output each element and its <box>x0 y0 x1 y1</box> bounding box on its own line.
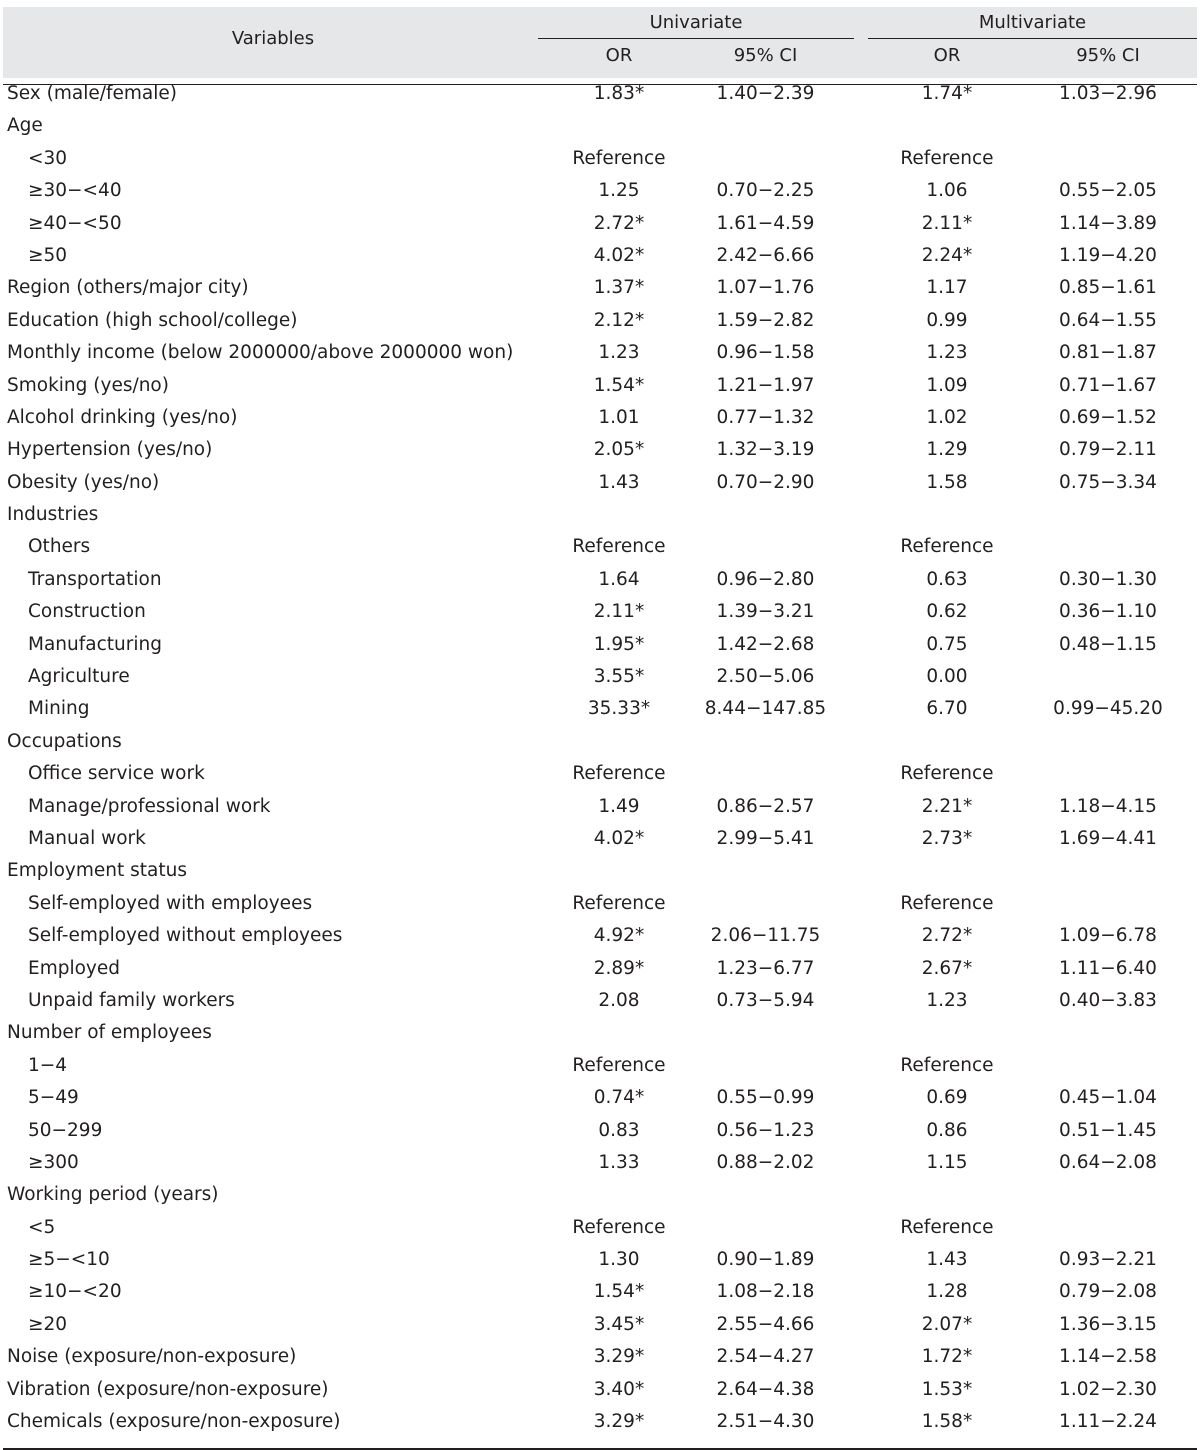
variable-label: Obesity (yes/no) <box>7 471 160 493</box>
multivariate-ci: 1.18−4.15 <box>1059 795 1157 817</box>
variable-label: Manual work <box>28 827 146 849</box>
variable-label: Education (high school/college) <box>7 309 298 331</box>
univariate-ci: 0.88−2.02 <box>716 1151 815 1173</box>
univariate-or: 2.08 <box>598 989 640 1011</box>
multivariate-or: 1.23 <box>926 342 968 364</box>
table-row <box>3 1406 1197 1438</box>
multivariate-or: Reference <box>900 536 994 558</box>
multivariate-or: 1.43 <box>926 1249 968 1271</box>
variable-label: ≥30−<40 <box>28 180 122 202</box>
univariate-ci: 0.56−1.23 <box>716 1119 815 1141</box>
table-row <box>3 1179 1197 1211</box>
multivariate-ci: 1.09−6.78 <box>1059 925 1157 947</box>
univariate-ci: 8.44−147.85 <box>704 698 827 720</box>
header-multivariate: Multivariate <box>978 12 1087 33</box>
univariate-ci: 1.59−2.82 <box>716 309 815 331</box>
multivariate-ci: 0.48−1.15 <box>1059 633 1157 655</box>
multivariate-or: 1.15 <box>926 1151 968 1173</box>
univariate-or: 4.92* <box>593 925 645 947</box>
table-row <box>3 272 1197 304</box>
table-row <box>3 175 1197 207</box>
univariate-or: 2.72* <box>593 212 645 234</box>
multivariate-or: Reference <box>900 1216 994 1238</box>
table-row <box>3 1244 1197 1276</box>
variable-label: ≥50 <box>28 244 68 266</box>
table-row <box>3 1017 1197 1049</box>
table-row <box>3 1050 1197 1082</box>
multivariate-or: 2.72* <box>921 925 973 947</box>
variable-label: Chemicals (exposure/non-exposure) <box>7 1411 341 1433</box>
univariate-or: Reference <box>572 763 666 785</box>
header-multivariate-ci: 95% CI <box>1076 45 1140 66</box>
multivariate-or: 1.17 <box>926 277 968 299</box>
variable-label: Region (others/major city) <box>7 277 249 299</box>
univariate-or: 1.54* <box>593 1281 645 1303</box>
univariate-or: 3.40* <box>593 1378 645 1400</box>
table-row <box>3 758 1197 790</box>
table-row <box>3 661 1197 693</box>
univariate-or: 2.89* <box>593 957 645 979</box>
table-row <box>3 434 1197 466</box>
univariate-ci: 0.77−1.32 <box>716 406 815 428</box>
univariate-or: 1.54* <box>593 374 645 396</box>
multivariate-ci: 1.11−6.40 <box>1059 957 1157 979</box>
multivariate-ci: 0.85−1.61 <box>1059 277 1157 299</box>
univariate-ci: 2.42−6.66 <box>716 244 815 266</box>
multivariate-or: 0.63 <box>926 568 968 590</box>
variable-label: Monthly income (below 2000000/above 2000000 won) <box>7 342 514 364</box>
table-row <box>3 110 1197 142</box>
multivariate-or: 6.70 <box>926 698 968 720</box>
univariate-or: 3.29* <box>593 1411 645 1433</box>
table-row <box>3 402 1197 434</box>
odds-ratio-table <box>3 7 1197 1438</box>
table-row <box>3 1212 1197 1244</box>
multivariate-ci: 0.30−1.30 <box>1059 568 1157 590</box>
univariate-or: 3.55* <box>593 666 645 688</box>
multivariate-or: 1.28 <box>926 1281 968 1303</box>
univariate-ci: 0.96−2.80 <box>716 568 815 590</box>
multivariate-or: 1.06 <box>926 180 968 202</box>
univariate-ci: 0.55−0.99 <box>716 1087 815 1109</box>
table-body <box>3 78 1197 1438</box>
multivariate-ci: 0.64−1.55 <box>1059 309 1157 331</box>
multivariate-or: Reference <box>900 892 994 914</box>
table-row <box>3 1115 1197 1147</box>
multivariate-or: 0.99 <box>926 309 968 331</box>
univariate-ci: 1.21−1.97 <box>716 374 815 396</box>
table-row <box>3 791 1197 823</box>
multivariate-or: 0.00 <box>926 666 968 688</box>
variable-label: Working period (years) <box>7 1184 219 1206</box>
univariate-or: 2.12* <box>593 309 645 331</box>
multivariate-or: 2.24* <box>921 244 973 266</box>
multivariate-or: 0.75 <box>926 633 968 655</box>
multivariate-ci: 1.14−3.89 <box>1059 212 1157 234</box>
table-row <box>3 240 1197 272</box>
univariate-underline <box>538 38 854 39</box>
multivariate-or: 1.53* <box>921 1378 973 1400</box>
variable-label: Self-employed with employees <box>28 892 313 914</box>
multivariate-ci: 1.11−2.24 <box>1059 1411 1157 1433</box>
header-univariate-or: OR <box>605 45 633 66</box>
header-variables: Variables <box>231 28 315 49</box>
header-univariate: Univariate <box>649 12 743 33</box>
univariate-or: 1.01 <box>598 406 640 428</box>
table-row <box>3 208 1197 240</box>
univariate-ci: 1.39−3.21 <box>716 601 815 623</box>
univariate-or: 0.83 <box>598 1119 640 1141</box>
multivariate-or: 1.74* <box>921 83 973 104</box>
table-row <box>3 467 1197 499</box>
univariate-or: Reference <box>572 1216 666 1238</box>
univariate-ci: 0.70−2.90 <box>716 471 815 493</box>
multivariate-ci: 0.81−1.87 <box>1059 342 1157 364</box>
variable-label: Self-employed without employees <box>28 925 343 947</box>
univariate-or: 1.23 <box>598 342 640 364</box>
multivariate-or: 0.86 <box>926 1119 968 1141</box>
multivariate-ci: 0.93−2.21 <box>1059 1249 1157 1271</box>
variable-label: Employed <box>28 957 120 979</box>
variable-label: Office service work <box>28 763 205 785</box>
table-row <box>3 1082 1197 1114</box>
multivariate-or: 1.29 <box>926 439 968 461</box>
multivariate-or: 2.21* <box>921 795 973 817</box>
multivariate-or: Reference <box>900 763 994 785</box>
multivariate-or: Reference <box>900 147 994 169</box>
variable-label: Manage/professional work <box>28 795 271 817</box>
variable-label: 5−49 <box>28 1087 79 1109</box>
multivariate-underline <box>868 38 1197 39</box>
variable-label: Others <box>28 536 91 558</box>
variable-label: Manufacturing <box>28 633 162 655</box>
multivariate-or: 2.07* <box>921 1313 973 1335</box>
univariate-ci: 2.99−5.41 <box>716 827 815 849</box>
variable-label: ≥300 <box>28 1151 79 1173</box>
table-row <box>3 855 1197 887</box>
univariate-or: 2.11* <box>593 601 645 623</box>
table-row <box>3 499 1197 531</box>
univariate-ci: 2.06−11.75 <box>710 925 821 947</box>
multivariate-ci: 0.79−2.08 <box>1059 1281 1157 1303</box>
univariate-ci: 2.55−4.66 <box>716 1313 815 1335</box>
univariate-or: 1.37* <box>593 277 645 299</box>
table-row <box>3 823 1197 855</box>
table-row <box>3 1276 1197 1308</box>
univariate-or: 1.43 <box>598 471 640 493</box>
multivariate-or: 0.62 <box>926 601 968 623</box>
multivariate-ci: 0.71−1.67 <box>1059 374 1157 396</box>
univariate-ci: 1.42−2.68 <box>716 633 815 655</box>
header-univariate-ci: 95% CI <box>733 45 798 66</box>
table-row <box>3 629 1197 661</box>
variable-label: Alcohol drinking (yes/no) <box>7 406 238 428</box>
table-row <box>3 1147 1197 1179</box>
multivariate-ci: 1.14−2.58 <box>1059 1346 1157 1368</box>
univariate-or: Reference <box>572 892 666 914</box>
table-row <box>3 726 1197 758</box>
multivariate-or: 1.72* <box>921 1346 973 1368</box>
multivariate-ci: 0.75−3.34 <box>1059 471 1157 493</box>
variable-label: ≥20 <box>28 1313 68 1335</box>
multivariate-or: 1.58* <box>921 1411 973 1433</box>
univariate-ci: 0.96−1.58 <box>716 342 815 364</box>
table-row <box>3 1309 1197 1341</box>
univariate-ci: 2.50−5.06 <box>716 666 815 688</box>
univariate-ci: 0.90−1.89 <box>716 1249 815 1271</box>
variable-label: ≥5−<10 <box>28 1249 110 1271</box>
multivariate-ci: 1.36−3.15 <box>1059 1313 1157 1335</box>
table-row <box>3 1374 1197 1406</box>
variable-label: 50−299 <box>28 1119 103 1141</box>
multivariate-ci: 0.55−2.05 <box>1059 180 1157 202</box>
univariate-or: 1.33 <box>598 1151 640 1173</box>
univariate-or: Reference <box>572 536 666 558</box>
univariate-ci: 1.32−3.19 <box>716 439 815 461</box>
multivariate-ci: 1.03−2.96 <box>1059 83 1157 104</box>
variable-label: Vibration (exposure/non-exposure) <box>7 1378 329 1400</box>
univariate-or: 3.45* <box>593 1313 645 1335</box>
multivariate-ci: 0.69−1.52 <box>1059 406 1157 428</box>
univariate-or: 1.95* <box>593 633 645 655</box>
variable-label: Noise (exposure/non-exposure) <box>7 1346 297 1368</box>
multivariate-ci: 0.79−2.11 <box>1059 439 1157 461</box>
variable-label: <5 <box>28 1216 56 1238</box>
bottom-rule <box>3 1448 1197 1450</box>
multivariate-ci: 0.99−45.20 <box>1053 698 1163 720</box>
table-row <box>3 920 1197 952</box>
multivariate-or: 2.73* <box>921 827 973 849</box>
table-row <box>3 888 1197 920</box>
variable-label: ≥10−<20 <box>28 1281 122 1303</box>
table-row <box>3 564 1197 596</box>
multivariate-ci: 1.02−2.30 <box>1059 1378 1157 1400</box>
table-row <box>3 337 1197 369</box>
multivariate-ci: 0.64−2.08 <box>1059 1151 1157 1173</box>
univariate-ci: 0.86−2.57 <box>716 795 815 817</box>
univariate-or: 4.02* <box>593 244 645 266</box>
variable-label: Transportation <box>28 568 162 590</box>
variable-label: Smoking (yes/no) <box>7 374 169 396</box>
variable-label: Occupations <box>7 730 122 752</box>
table-row <box>3 693 1197 725</box>
multivariate-or: 1.09 <box>926 374 968 396</box>
univariate-ci: 1.23−6.77 <box>716 957 815 979</box>
multivariate-or: Reference <box>900 1054 994 1076</box>
univariate-ci: 1.61−4.59 <box>716 212 815 234</box>
variable-label: Agriculture <box>28 666 130 688</box>
variable-label: Mining <box>28 698 90 720</box>
table-row <box>3 953 1197 985</box>
univariate-or: 1.83* <box>593 83 645 104</box>
univariate-or: 4.02* <box>593 827 645 849</box>
univariate-ci: 0.73−5.94 <box>716 989 815 1011</box>
univariate-ci: 2.51−4.30 <box>716 1411 815 1433</box>
variable-label: ≥40−<50 <box>28 212 122 234</box>
variable-label: Industries <box>7 504 99 526</box>
univariate-or: Reference <box>572 147 666 169</box>
univariate-or: 2.05* <box>593 439 645 461</box>
variable-label: 1−4 <box>28 1054 68 1076</box>
table-row <box>3 985 1197 1017</box>
univariate-or: 1.30 <box>598 1249 640 1271</box>
univariate-or: 1.25 <box>598 180 640 202</box>
variable-label: Hypertension (yes/no) <box>7 439 213 461</box>
multivariate-or: 2.11* <box>921 212 973 234</box>
variable-label: Number of employees <box>7 1022 212 1044</box>
variable-label: Sex (male/female) <box>7 83 177 104</box>
multivariate-or: 1.58 <box>926 471 968 493</box>
univariate-ci: 1.40−2.39 <box>716 83 815 104</box>
table-row <box>3 78 1197 110</box>
variable-label: <30 <box>28 147 68 169</box>
multivariate-ci: 1.19−4.20 <box>1059 244 1157 266</box>
multivariate-ci: 0.36−1.10 <box>1059 601 1157 623</box>
table-row <box>3 143 1197 175</box>
univariate-or: 3.29* <box>593 1346 645 1368</box>
multivariate-or: 0.69 <box>926 1087 968 1109</box>
univariate-or: Reference <box>572 1054 666 1076</box>
multivariate-ci: 0.45−1.04 <box>1059 1087 1157 1109</box>
table-row <box>3 370 1197 402</box>
univariate-ci: 1.08−2.18 <box>716 1281 815 1303</box>
univariate-or: 0.74* <box>593 1087 645 1109</box>
table-row <box>3 531 1197 563</box>
multivariate-ci: 0.40−3.83 <box>1059 989 1157 1011</box>
multivariate-ci: 1.69−4.41 <box>1059 827 1157 849</box>
univariate-ci: 0.70−2.25 <box>716 180 815 202</box>
table-row <box>3 305 1197 337</box>
table-row <box>3 1341 1197 1373</box>
univariate-ci: 2.54−4.27 <box>716 1346 815 1368</box>
univariate-or: 1.49 <box>598 795 640 817</box>
univariate-ci: 2.64−4.38 <box>716 1378 815 1400</box>
variable-label: Age <box>7 115 43 137</box>
variable-label: Unpaid family workers <box>28 989 235 1011</box>
table-row <box>3 596 1197 628</box>
multivariate-or: 2.67* <box>921 957 973 979</box>
table-header <box>3 7 1197 78</box>
multivariate-ci: 0.51−1.45 <box>1059 1119 1157 1141</box>
multivariate-or: 1.02 <box>926 406 968 428</box>
univariate-or: 1.64 <box>598 568 640 590</box>
univariate-ci: 1.07−1.76 <box>716 277 815 299</box>
univariate-or: 35.33* <box>587 698 651 720</box>
variable-label: Employment status <box>7 860 187 882</box>
header-multivariate-or: OR <box>933 45 961 66</box>
variable-label: Construction <box>28 601 146 623</box>
multivariate-or: 1.23 <box>926 989 968 1011</box>
